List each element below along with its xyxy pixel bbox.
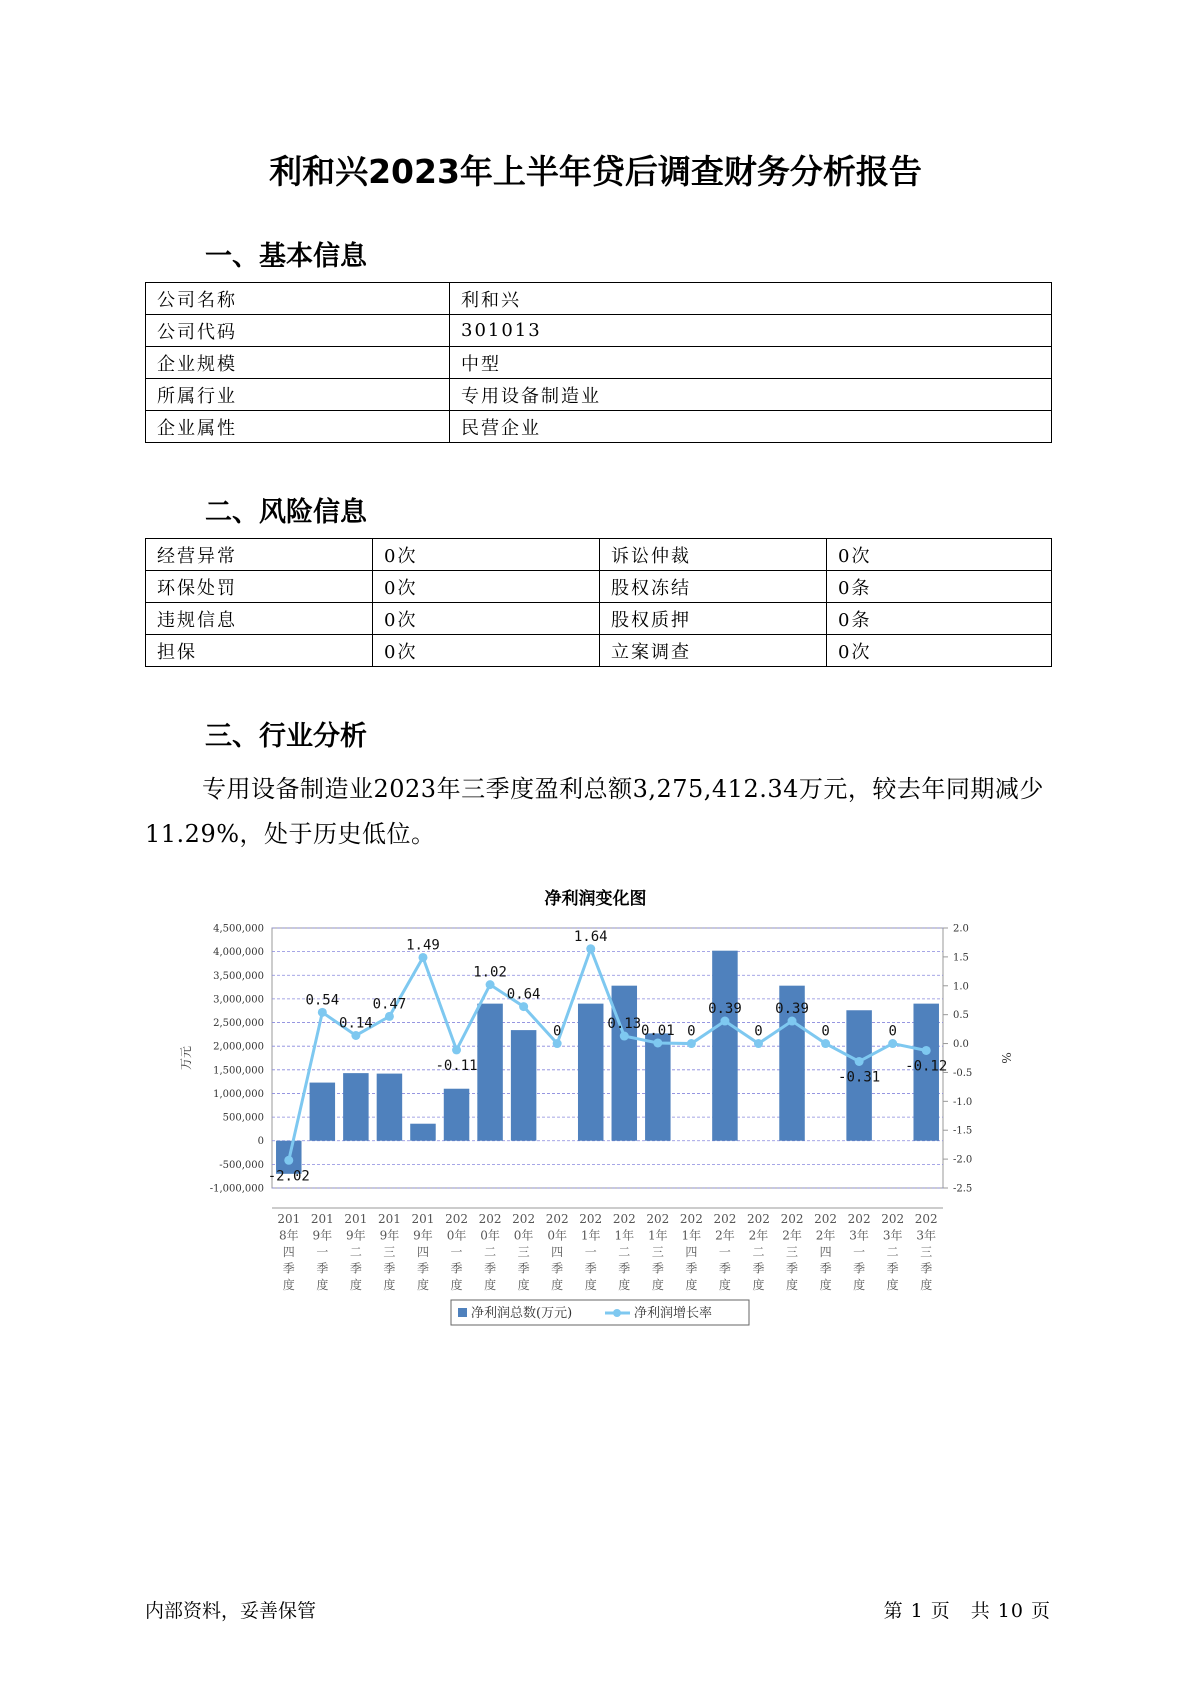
x-tick-label: 1年	[681, 1228, 702, 1243]
data-label: 0.13	[607, 1016, 642, 1033]
table-cell-value: 民营企业	[450, 411, 1052, 443]
x-tick-label: 3年	[849, 1228, 869, 1243]
x-tick-label: 9年	[346, 1228, 366, 1243]
growth-rate-point	[486, 980, 495, 989]
growth-rate-point	[888, 1039, 897, 1048]
x-tick-label: 季	[349, 1261, 362, 1276]
x-tick-label: 202	[478, 1212, 502, 1226]
x-tick-label: 度	[416, 1278, 429, 1292]
y-tick-label: 3,500,000	[213, 970, 264, 982]
table-cell-value: 中型	[450, 347, 1052, 379]
y-tick-label: 2,000,000	[213, 1041, 264, 1053]
x-tick-label: 度	[282, 1278, 295, 1292]
x-tick-label: 三	[383, 1245, 396, 1259]
table-cell-value: 0条	[827, 603, 1052, 635]
growth-rate-point	[821, 1039, 830, 1048]
y-tick-label: 4,500,000	[213, 923, 264, 935]
growth-rate-point	[653, 1038, 662, 1047]
table-cell-label: 立案调查	[600, 635, 827, 667]
growth-rate-point	[855, 1057, 864, 1066]
y2-tick-label: 1.5	[953, 952, 969, 964]
x-tick-label: 201	[377, 1212, 401, 1226]
x-tick-label: 季	[416, 1261, 429, 1276]
x-tick-label: 二	[618, 1245, 631, 1259]
x-tick-label: 度	[651, 1278, 664, 1292]
table-cell-label: 股权质押	[600, 603, 827, 635]
x-tick-label: 度	[383, 1278, 396, 1292]
data-label: 1.02	[473, 964, 507, 981]
x-tick-label: 三	[786, 1245, 799, 1259]
y-tick-label: 0	[257, 1136, 264, 1148]
x-tick-label: 季	[551, 1261, 564, 1276]
y-tick-label: 2,500,000	[213, 1018, 264, 1030]
data-label: 0.39	[708, 1001, 742, 1018]
table-cell-label: 经营异常	[146, 539, 373, 571]
table-cell-value: 0次	[373, 571, 600, 603]
y2-tick-label: 0.0	[953, 1039, 969, 1051]
growth-rate-point	[922, 1046, 931, 1055]
data-label: 0	[687, 1023, 696, 1040]
x-tick-label: 201	[344, 1212, 368, 1226]
x-tick-label: 一	[450, 1245, 463, 1259]
x-tick-label: 度	[718, 1278, 731, 1292]
x-tick-label: 四	[551, 1245, 564, 1259]
growth-rate-point	[351, 1031, 360, 1040]
x-tick-label: 季	[383, 1261, 396, 1276]
y2-tick-label: 0.5	[953, 1010, 969, 1022]
bar	[712, 951, 737, 1141]
bar	[444, 1089, 469, 1141]
x-tick-label: 二	[886, 1245, 899, 1259]
y2-tick-label: -0.5	[953, 1067, 973, 1079]
table-cell-value: 0次	[373, 539, 600, 571]
table-cell-value: 0条	[827, 571, 1052, 603]
x-tick-label: 季	[718, 1261, 731, 1276]
x-tick-label: 9年	[312, 1228, 333, 1243]
report-title: 利和兴2023年上半年贷后调查财务分析报告	[269, 152, 922, 191]
y2-tick-label: 2.0	[953, 923, 969, 935]
x-tick-label: 二	[752, 1245, 765, 1259]
bar	[477, 1004, 502, 1141]
data-label: 0.01	[640, 1022, 675, 1039]
x-tick-label: 0年	[547, 1228, 567, 1243]
x-tick-label: 季	[920, 1261, 933, 1276]
net-profit-chart	[150, 905, 1050, 1335]
x-tick-label: 季	[618, 1261, 631, 1276]
y2-tick-label: -1.5	[953, 1125, 973, 1137]
table-cell-value: 0次	[827, 635, 1052, 667]
y2-tick-label: 1.0	[953, 981, 969, 993]
table-cell-label: 违规信息	[146, 603, 373, 635]
x-tick-label: 202	[612, 1212, 636, 1226]
growth-rate-point	[788, 1017, 797, 1026]
data-label: 1.49	[406, 937, 440, 954]
legend-line-label: 净利润增长率	[634, 1306, 713, 1321]
y-tick-label: 1,000,000	[213, 1088, 264, 1100]
x-tick-label: 202	[579, 1212, 603, 1226]
growth-rate-point	[385, 1012, 394, 1021]
plot-area	[272, 928, 943, 1188]
x-tick-label: 季	[484, 1261, 497, 1276]
table-row	[146, 411, 1052, 443]
x-tick-label: 202	[914, 1212, 938, 1226]
x-tick-label: 9年	[413, 1228, 433, 1243]
x-tick-label: 202	[512, 1212, 536, 1226]
x-tick-label: 202	[747, 1212, 770, 1226]
y2-axis-title: %	[999, 1052, 1013, 1064]
x-tick-label: 季	[819, 1261, 832, 1276]
x-tick-label: 一	[853, 1245, 866, 1259]
x-tick-label: 3年	[916, 1228, 937, 1243]
bar	[578, 1004, 603, 1141]
x-tick-label: 度	[584, 1278, 597, 1292]
bar	[645, 1033, 670, 1140]
x-tick-label: 季	[517, 1261, 530, 1276]
x-tick-label: 度	[819, 1278, 832, 1292]
section-industry-heading: 三、行业分析	[205, 721, 367, 752]
x-tick-label: 度	[316, 1278, 329, 1292]
growth-rate-point	[553, 1039, 562, 1048]
table-cell-label: 公司代码	[146, 315, 450, 347]
table-cell-value: 利和兴	[450, 283, 1052, 315]
x-tick-label: 2年	[815, 1228, 836, 1243]
data-label: 1.64	[573, 928, 608, 945]
table-row	[146, 539, 1052, 571]
x-tick-label: 季	[886, 1261, 899, 1276]
table-row	[146, 635, 1052, 667]
x-tick-label: 202	[881, 1212, 905, 1226]
x-tick-label: 2年	[748, 1228, 769, 1243]
basic-info-table	[145, 282, 1052, 443]
x-tick-label: 9年	[379, 1228, 400, 1243]
data-label: 0	[888, 1023, 897, 1040]
x-tick-label: 季	[282, 1261, 295, 1276]
data-label: 0	[552, 1023, 562, 1040]
table-cell-label: 担保	[146, 635, 373, 667]
x-tick-label: 8年	[278, 1228, 299, 1243]
x-tick-label: 三	[651, 1245, 664, 1259]
industry-paragraph: 专用设备制造业2023年三季度盈利总额3,275,412.34万元，较去年同期减少11.29%，处于历史低位。	[145, 775, 1044, 848]
data-label: -0.31	[838, 1069, 881, 1086]
x-tick-label: 0年	[513, 1228, 534, 1243]
x-tick-label: 度	[920, 1278, 933, 1292]
x-tick-label: 202	[545, 1212, 569, 1226]
x-tick-label: 度	[618, 1278, 631, 1292]
table-cell-label: 所属行业	[146, 379, 450, 411]
data-label: 0	[821, 1023, 830, 1040]
data-label: -0.12	[905, 1058, 948, 1075]
x-tick-label: 202	[713, 1212, 737, 1226]
x-tick-label: 201	[310, 1212, 334, 1226]
table-cell-value: 0次	[373, 635, 600, 667]
y2-tick-label: -2.5	[953, 1183, 973, 1195]
x-tick-label: 一	[718, 1245, 731, 1259]
table-row	[146, 315, 1052, 347]
growth-rate-point	[418, 953, 427, 962]
growth-rate-point	[519, 1002, 528, 1011]
data-label: 0	[754, 1023, 763, 1040]
x-tick-label: 0年	[446, 1228, 467, 1243]
data-label: 0.64	[506, 986, 541, 1003]
x-tick-label: 一	[316, 1245, 329, 1259]
bar	[310, 1083, 335, 1141]
section-basic-info-heading: 一、基本信息	[205, 241, 367, 272]
table-cell-label: 企业属性	[146, 411, 450, 443]
growth-rate-point	[284, 1156, 293, 1165]
x-tick-label: 1年	[648, 1228, 668, 1243]
y2-tick-label: -1.0	[953, 1096, 973, 1108]
x-tick-label: 202	[814, 1212, 838, 1226]
x-tick-label: 度	[349, 1278, 362, 1292]
table-cell-label: 股权冻结	[600, 571, 827, 603]
footer-page-number: 第 1 页 共 10 页	[883, 1600, 1051, 1622]
y-tick-label: -500,000	[219, 1159, 264, 1171]
data-label: 0.54	[305, 992, 340, 1009]
growth-rate-point	[687, 1039, 696, 1048]
x-tick-label: 度	[517, 1278, 530, 1292]
legend-bar-label: 净利润总数(万元)	[471, 1306, 573, 1321]
table-row	[146, 347, 1052, 379]
x-tick-label: 季	[685, 1261, 698, 1276]
x-tick-label: 202	[780, 1212, 804, 1226]
table-row	[146, 283, 1052, 315]
x-tick-label: 202	[679, 1212, 703, 1226]
data-label: 0.39	[775, 1001, 809, 1018]
growth-rate-point	[452, 1045, 461, 1054]
x-tick-label: 度	[484, 1278, 497, 1292]
x-tick-label: 四	[685, 1245, 698, 1259]
x-tick-label: 季	[651, 1261, 664, 1276]
bar	[410, 1124, 435, 1141]
x-tick-label: 四	[819, 1245, 832, 1259]
x-tick-label: 3年	[882, 1228, 903, 1243]
table-row	[146, 571, 1052, 603]
data-label: 0.14	[339, 1015, 373, 1032]
footer-confidential-note: 内部资料，妥善保管	[145, 1600, 317, 1622]
table-cell-label: 诉讼仲裁	[600, 539, 827, 571]
data-label: -0.11	[435, 1057, 478, 1074]
x-tick-label: 四	[416, 1245, 429, 1259]
x-tick-label: 1年	[580, 1228, 601, 1243]
y-axis-title: 万元	[179, 1045, 193, 1071]
table-row	[146, 603, 1052, 635]
x-tick-label: 度	[685, 1278, 698, 1292]
table-cell-value: 专用设备制造业	[450, 379, 1052, 411]
legend-bar-swatch	[458, 1308, 467, 1317]
growth-rate-point	[754, 1039, 763, 1048]
table-cell-value: 0次	[373, 603, 600, 635]
x-tick-label: 0年	[480, 1228, 500, 1243]
x-tick-label: 季	[752, 1261, 765, 1276]
growth-rate-point	[720, 1017, 729, 1026]
growth-rate-point	[586, 944, 595, 953]
x-tick-label: 1年	[614, 1228, 635, 1243]
x-tick-label: 2年	[782, 1228, 802, 1243]
bar	[377, 1074, 402, 1141]
y-tick-label: 1,500,000	[213, 1065, 264, 1077]
x-tick-label: 三	[920, 1245, 933, 1259]
bar	[343, 1073, 368, 1141]
section-risk-info-heading: 二、风险信息	[205, 497, 367, 528]
x-tick-label: 202	[646, 1212, 670, 1226]
data-label: 0.47	[372, 996, 407, 1013]
y-tick-label: -1,000,000	[209, 1183, 264, 1195]
x-tick-label: 度	[853, 1278, 866, 1292]
x-tick-label: 季	[786, 1261, 799, 1276]
x-tick-label: 季	[450, 1261, 463, 1276]
x-tick-label: 季	[853, 1261, 866, 1276]
x-tick-label: 201	[411, 1212, 435, 1226]
y-tick-label: 500,000	[222, 1112, 264, 1124]
x-tick-label: 度	[450, 1278, 463, 1292]
x-tick-label: 度	[752, 1278, 765, 1292]
risk-info-table	[145, 538, 1052, 667]
x-tick-label: 202	[445, 1212, 468, 1226]
x-tick-label: 季	[584, 1261, 597, 1276]
legend-line-marker	[613, 1309, 621, 1317]
table-cell-label: 企业规模	[146, 347, 450, 379]
table-cell-label: 公司名称	[146, 283, 450, 315]
y-tick-label: 3,000,000	[213, 994, 264, 1006]
x-tick-label: 度	[886, 1278, 899, 1292]
x-tick-label: 四	[282, 1245, 295, 1259]
x-tick-label: 季	[316, 1261, 329, 1276]
x-tick-label: 二	[349, 1245, 362, 1259]
x-tick-label: 201	[277, 1212, 301, 1226]
chart-title: 净利润变化图	[544, 889, 647, 909]
y-tick-label: 4,000,000	[213, 947, 264, 959]
x-tick-label: 三	[517, 1245, 530, 1259]
x-tick-label: 度	[786, 1278, 799, 1292]
bar	[511, 1030, 536, 1141]
y2-tick-label: -2.0	[953, 1154, 973, 1166]
x-tick-label: 2年	[715, 1228, 735, 1243]
table-cell-label: 环保处罚	[146, 571, 373, 603]
growth-rate-point	[318, 1008, 327, 1017]
x-tick-label: 202	[847, 1212, 871, 1226]
table-cell-value: 0次	[827, 539, 1052, 571]
table-cell-value: 301013	[450, 315, 1052, 347]
x-tick-label: 一	[584, 1245, 597, 1259]
data-label: -2.02	[267, 1168, 310, 1185]
table-row	[146, 379, 1052, 411]
x-tick-label: 度	[551, 1278, 564, 1292]
growth-rate-point	[620, 1032, 629, 1041]
x-tick-label: 二	[484, 1245, 497, 1259]
